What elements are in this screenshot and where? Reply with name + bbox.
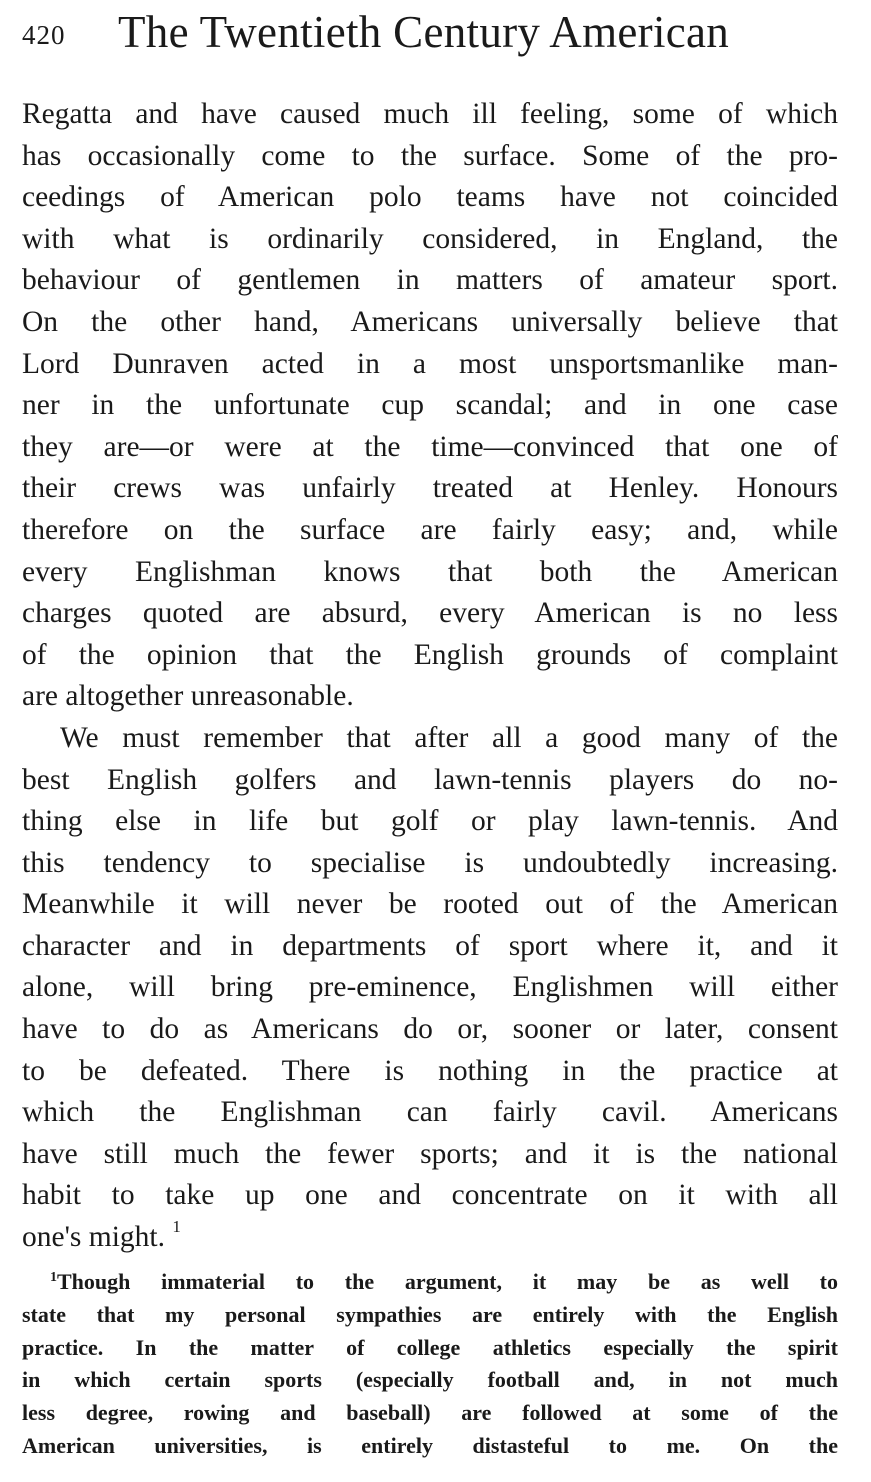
- footnote: [22, 1266, 838, 1463]
- footnote-line: practice. In the matter of college athletics especially the spirit: [22, 1334, 838, 1360]
- text-line: with what is ordinarily considered, in England, the: [22, 222, 838, 255]
- text-line: habit to take up one and concentrate on it with all: [22, 1179, 838, 1212]
- text-line: this tendency to specialise is undoubtedly increasing.: [22, 846, 838, 879]
- text-line: ceedings of American polo teams have not coincided: [22, 181, 838, 214]
- text-line: of the opinion that the English grounds of complaint: [22, 638, 838, 671]
- text-line: have still much the fewer sports; and it is the national: [22, 1137, 838, 1170]
- paragraph-1: [22, 94, 838, 718]
- text-line: which the Englishman can fairly cavil. Americans: [22, 1096, 838, 1129]
- text-line: Regatta and have caused much ill feeling, some of which: [22, 98, 838, 130]
- text-line: therefore on the surface are fairly easy; and, while: [22, 513, 838, 546]
- text-line: best English golfers and lawn-tennis players do no-: [22, 763, 838, 796]
- text-line: are altogether unreasonable.: [22, 680, 354, 713]
- text-line: to be defeated. There is nothing in the practice at: [22, 1054, 838, 1087]
- footnote-line-content: Though immaterial to the argument, it may be as well to: [57, 1269, 838, 1294]
- text-line: has occasionally come to the surface. Some of the pro-: [22, 139, 838, 172]
- text-line: behaviour of gentlemen in matters of amateur sport.: [22, 264, 838, 297]
- book-title: The Twentieth Century American: [118, 7, 730, 57]
- text-line: character and in departments of sport where it, and it: [22, 929, 838, 962]
- footnote-line: less degree, rowing and baseball) are followed at some of the: [22, 1400, 838, 1426]
- text-line: they are—or were at the time—convinced that one of: [22, 430, 838, 463]
- text-line: thing else in life but golf or play lawn-tennis. And: [22, 805, 838, 838]
- text-line: On the other hand, Americans universally believe that: [22, 305, 838, 338]
- body-text: [22, 94, 838, 1259]
- text-line: Lord Dunraven acted in a most unsportsmanlike man-: [22, 347, 838, 380]
- running-head: [22, 6, 838, 56]
- footnote-line: in which certain sports (especially football and, in not much: [22, 1367, 838, 1393]
- text-line: their crews was unfairly treated at Henley. Honours: [22, 472, 838, 505]
- text-line: charges quoted are absurd, every American is no less: [22, 597, 838, 630]
- text-line: alone, will bring pre-eminence, Englishmen will either: [22, 971, 838, 1004]
- text-line: Meanwhile it will never be rooted out of the American: [22, 888, 838, 921]
- page-number: 420: [22, 20, 66, 50]
- text-line: ner in the unfortunate cup scandal; and in one case: [22, 389, 838, 422]
- footnote-reference[interactable]: 1: [172, 1217, 181, 1237]
- paragraph-2: [22, 718, 838, 1259]
- text-line: have to do as Americans do or, sooner or later, consent: [22, 1013, 838, 1046]
- text-line: every Englishman knows that both the American: [22, 555, 838, 588]
- footnote-line: [22, 1266, 838, 1299]
- footnote-line: American universities, is entirely distasteful to me. On the: [22, 1432, 838, 1458]
- footnote-line: state that my personal sympathies are entirely with the English: [22, 1301, 838, 1327]
- text-line-content: one's might.: [22, 1221, 173, 1254]
- footnote-marker: 1: [50, 1270, 57, 1285]
- text-line: We must remember that after all a good many of the: [60, 721, 838, 754]
- text-line-with-note: [22, 1217, 838, 1259]
